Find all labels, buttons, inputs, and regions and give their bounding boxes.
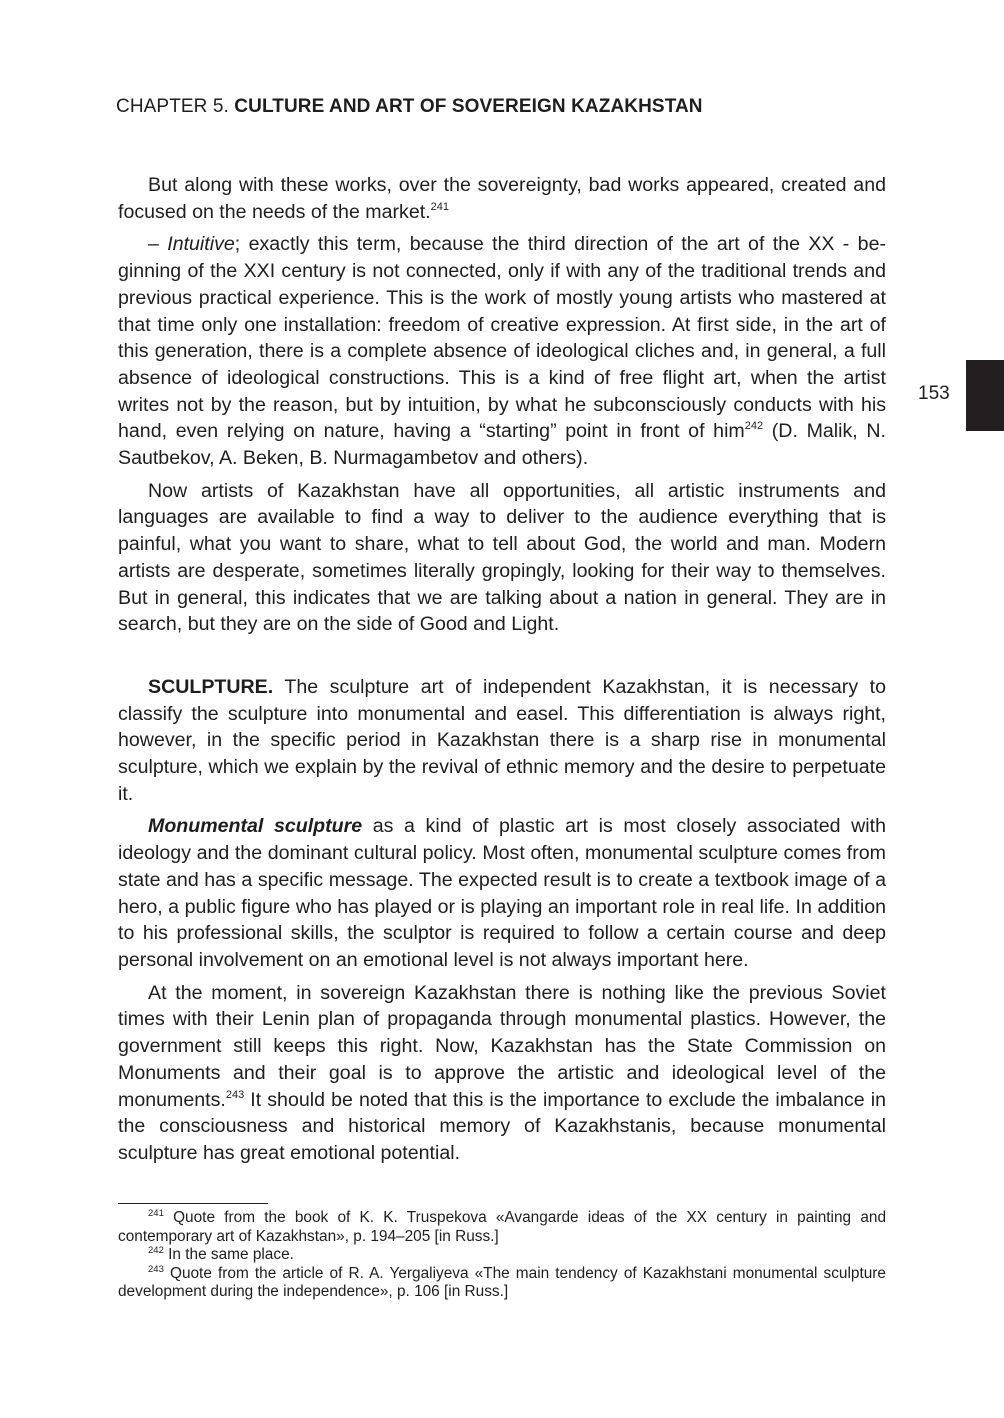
paragraph-at-the-moment: At the moment, in sovereign Kazakhstan there is nothing like the previous Soviet times with their Lenin plan of propaganda through monumental plastics. However, the government still keeps this right. Now, Kazakhstan has the State Commission on Monuments and their goal is to approve the artistic and ideological level of the monuments.$^{243}$ It should be noted that this is the importance to exclude the imbalance in the consciousness and historical memory of Kazakhstanis, because monumental sculpture has great emotional potential. [118, 981, 886, 1164]
chapter-title: CULTURE AND ART OF SOVEREIGN KAZAKHSTAN [234, 96, 703, 117]
body-text [118, 172, 886, 1173]
footnote-242: $^{242}$ In the same place. [148, 1245, 294, 1263]
footnote-ref-243: 243 [225, 1088, 245, 1101]
footnote-243: $^{243}$ Quote from the article of R. A. Yergaliyeva «The main tendency of Kazakhstani monumental sculpture development during the independence», p. 106 [in Russ.] [118, 1263, 886, 1300]
term-intuitive: Intuitive [167, 233, 235, 256]
page-number: 153 [918, 383, 950, 404]
footnotes [118, 1203, 886, 1302]
footnote-ref-242: 242 [744, 420, 764, 433]
footnote-241: $^{241}$ Quote from the book of K. K. Truspekova «Avangarde ideas of the XX century in painting and contemporary art of Kazakhstan», p. 194–205 [in Russ.] [118, 1208, 886, 1245]
term-monumental-sculpture: Monumental sculpture [148, 815, 363, 838]
paragraph-opportunities: Now artists of Kazakhstan have all opportunities, all artistic instruments and languages are available to find a way to deliver to the audience everything that is painful, what you want to share, what to tell about God, the world and man. Modern artists are desperate, sometimes literally gropingly, looking for their way to themselves. But in general, this indicates that we are talking about a nation in general. They are in search, but they are on the side of Good and Light. [118, 479, 886, 636]
list-dash: – [148, 233, 168, 256]
paragraph-market: But along with these works, over the sovereignty, bad works appeared, created and focused on the needs of the market.$^{241}$ [118, 174, 886, 223]
chapter-thumb-tab [966, 360, 1004, 431]
section-lead-sculpture: SCULPTURE. [148, 675, 274, 698]
footnote-rule [118, 1203, 268, 1204]
chapter-prefix: CHAPTER 5. [116, 96, 235, 117]
running-header [116, 96, 703, 118]
footnote-ref-241: 241 [430, 200, 449, 213]
paragraph-intuitive: – Intuitive; exactly this term, because the third direction of the art of the XX - beginning of the XXI century is not connected, only if with any of the traditional trends and previous practical experience. This is the work of mostly young artists who mastered at that time only one installation: freedom of creative expression. At first side, in the art of this generation, there is a complete absence of ideological cliches and, in general, a full absence of ideological constructions. This is a kind of free flight art, when the artist writes not by the reason, but by intuition, by what he subconsciously conducts with his hand, even relying on nature, having a “starting” point in front of him$^{242}$ (D. Malik, N. Sautbekov, A. Beken, B. Nurmagambetov and others). [118, 233, 886, 470]
paragraph-sculpture: SCULPTURE. The sculpture art of independent Kazakhstan, it is necessary to classify the sculpture into monumental and easel. This differentiation is always right, however, in the specific period in Kazakhstan there is a sharp rise in monumental sculpture, which we explain by the revival of ethnic memory and the desire to perpetuate it. [118, 675, 886, 805]
paragraph-monumental: Monumental sculpture as a kind of plastic art is most closely associated with ideology and the dominant cultural policy. Most often, monumental sculpture comes from state and has a specific message. The expected result is to create a textbook image of a hero, a public figure who has played or is playing an important role in real life. In addition to his professional skills, the sculptor is required to follow a certain course and deep personal involvement on an emotional level is not always important here. [118, 815, 886, 971]
